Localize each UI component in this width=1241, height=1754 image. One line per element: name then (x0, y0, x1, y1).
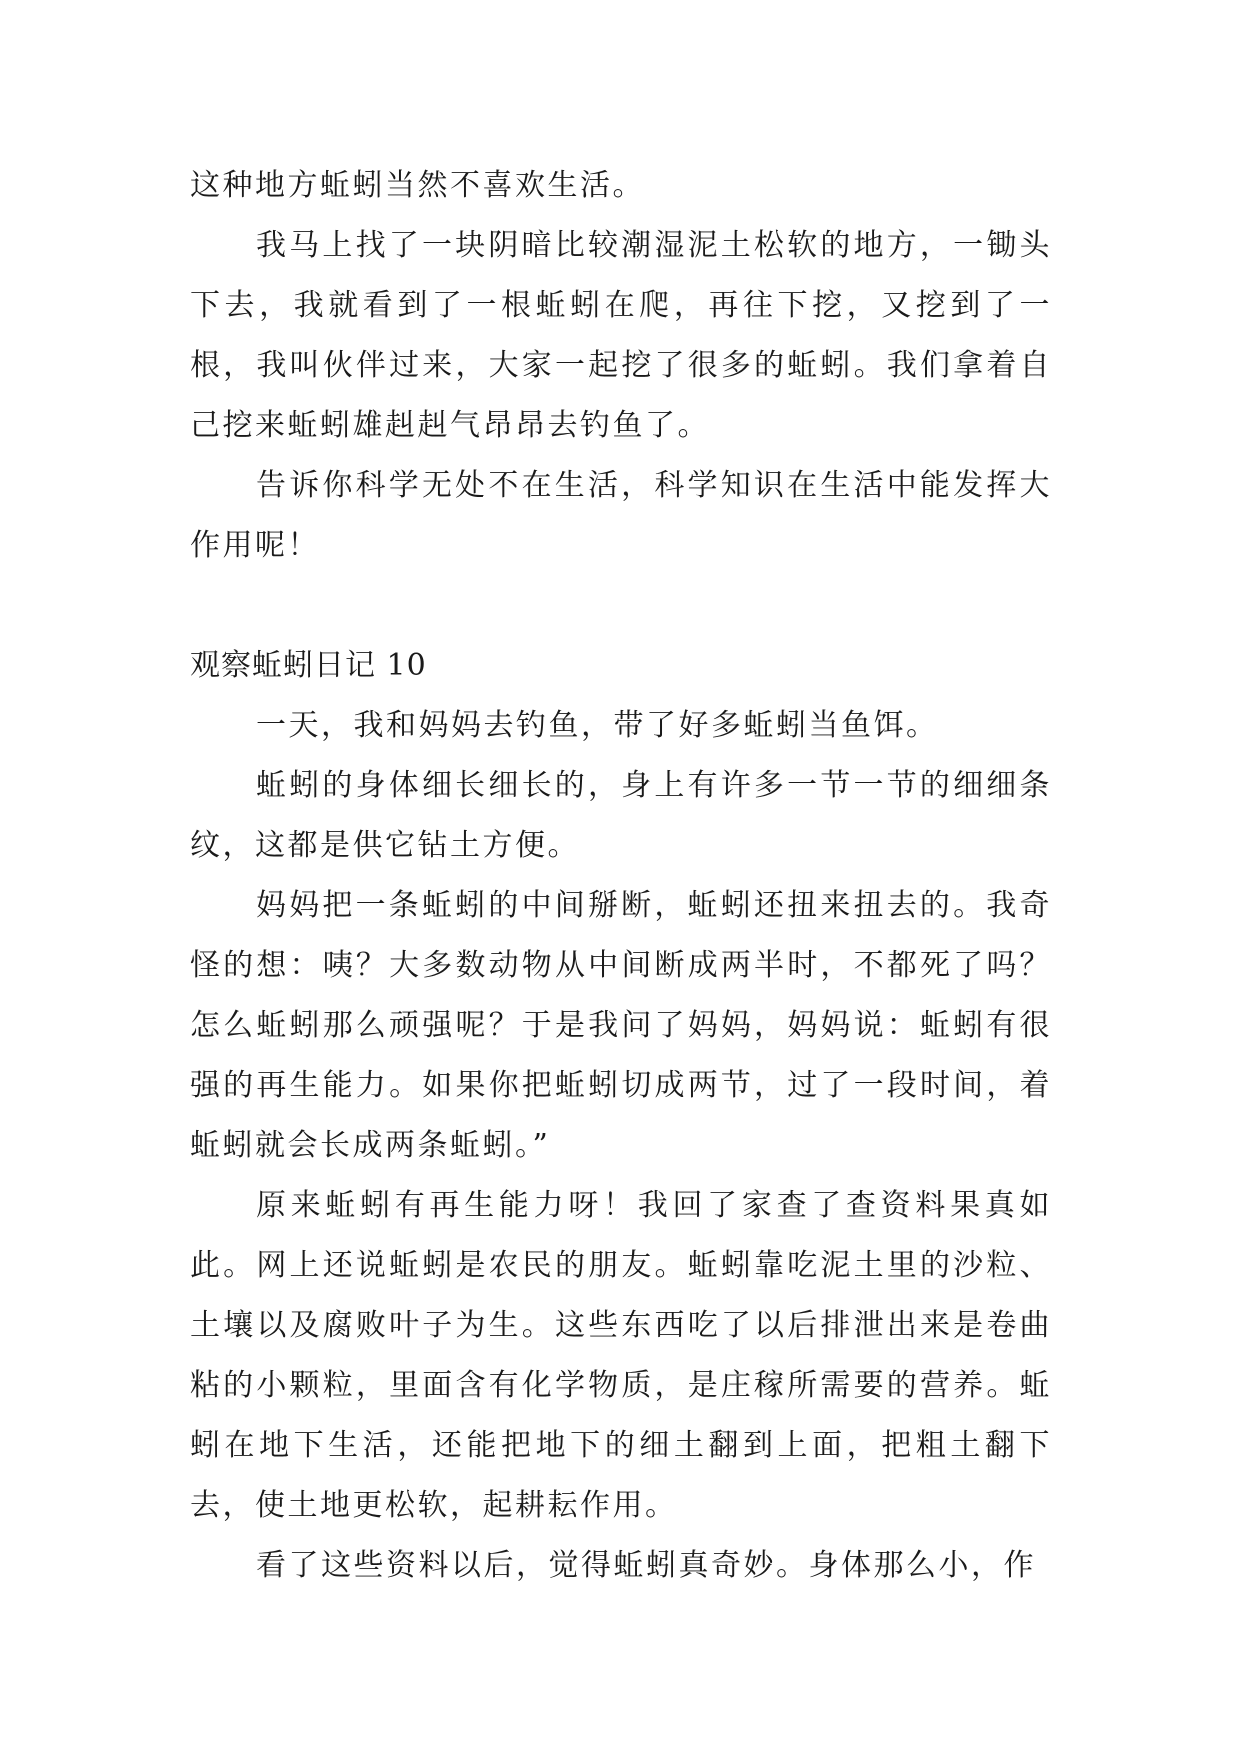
paragraph: 一天，我和妈妈去钓鱼，带了好多蚯蚓当鱼饵。 (256, 708, 939, 743)
section-title: 观察蚯蚓日记 10 (190, 648, 427, 683)
document-body (190, 156, 1052, 1596)
paragraph: 原来蚯蚓有再生能力呀！我回了家查了查资料果真如此。网上还说蚯蚓是农民的朋友。蚯蚓靠吃泥土里的沙粒、土壤以及腐败叶子为生。这些东西吃了以后排泄出来是卷曲粘的小颗粒，里面含有化学物质，是庄稼所需要的营养。蚯蚓在地下生活，还能把地下的细土翻到上面，把粗土翻下去，使土地更松软，起耕耘作用。 (190, 1188, 1052, 1523)
paragraph: 我马上找了一块阴暗比较潮湿泥土松软的地方，一锄头下去，我就看到了一根蚯蚓在爬，再往下挖，又挖到了一根，我叫伙伴过来，大家一起挖了很多的蚯蚓。我们拿着自己挖来蚯蚓雄赳赳气昂昂去钓鱼了。 (190, 228, 1052, 443)
paragraph: 这种地方蚯蚓当然不喜欢生活。 (190, 168, 645, 203)
paragraph: 告诉你科学无处不在生活，科学知识在生活中能发挥大作用呢！ (190, 468, 1052, 563)
paragraph: 蚯蚓的身体细长细长的，身上有许多一节一节的细细条纹，这都是供它钻土方便。 (190, 768, 1052, 863)
paragraph: 妈妈把一条蚯蚓的中间掰断，蚯蚓还扭来扭去的。我奇怪的想：咦？大多数动物从中间断成两半时，不都死了吗？怎么蚯蚓那么顽强呢？于是我问了妈妈，妈妈说：蚯蚓有很强的再生能力。如果你把蚯蚓切成两节，过了一段时间，着蚯蚓就会长成两条蚯蚓。” (190, 888, 1052, 1163)
paragraph: 看了这些资料以后，觉得蚯蚓真奇妙。身体那么小，作 (256, 1548, 1036, 1583)
